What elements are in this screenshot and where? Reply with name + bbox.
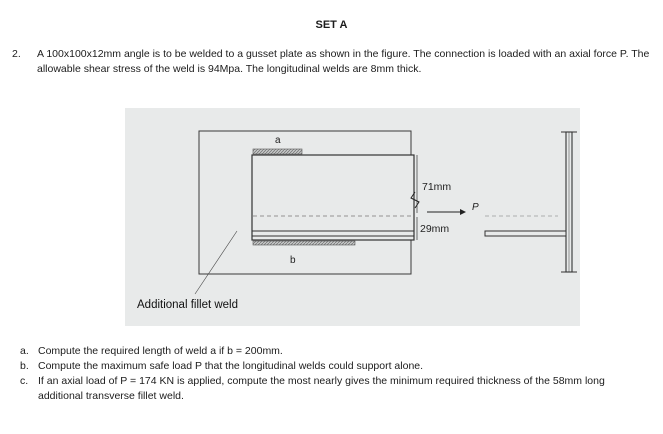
angle-leg <box>252 155 414 240</box>
set-title: SET A <box>315 19 348 31</box>
label-b: b <box>290 255 296 266</box>
problem-number: 2. <box>12 48 21 60</box>
problem-text: A 100x100x12mm angle is to be welded to a gusset plate as shown in the figure. The connection is loaded with an axial force P. The allowable shear stress of the weld is 94Mpa. The longitudinal welds are 8mm thick. <box>37 48 650 75</box>
question-list <box>20 344 650 404</box>
question-letter: b. <box>20 360 29 372</box>
question-c <box>20 374 650 404</box>
question-text: Compute the maximum safe load P that the longitudinal welds could support alone. <box>38 360 424 372</box>
figure-caption: Additional fillet weld <box>137 299 239 311</box>
question-text: Compute the required length of weld a if b = 200mm. <box>38 345 283 357</box>
problem-statement <box>12 47 652 77</box>
dim-71mm: 71mm <box>422 181 452 193</box>
question-a <box>20 344 650 359</box>
dim-29mm: 29mm <box>420 223 450 235</box>
question-b <box>20 359 650 374</box>
question-letter: a. <box>20 345 29 357</box>
question-text: If an axial load of P = 174 KN is applied, compute the most nearly gives the minimum required thickness of the 58mm long additional transverse fillet weld. <box>38 375 605 402</box>
load-label-p: P <box>472 202 479 213</box>
weld-b <box>253 241 355 245</box>
question-letter: c. <box>20 375 29 387</box>
label-a: a <box>275 135 281 146</box>
section-horizontal-leg <box>485 231 566 236</box>
weld-a <box>253 149 302 154</box>
connection-figure <box>125 108 580 326</box>
